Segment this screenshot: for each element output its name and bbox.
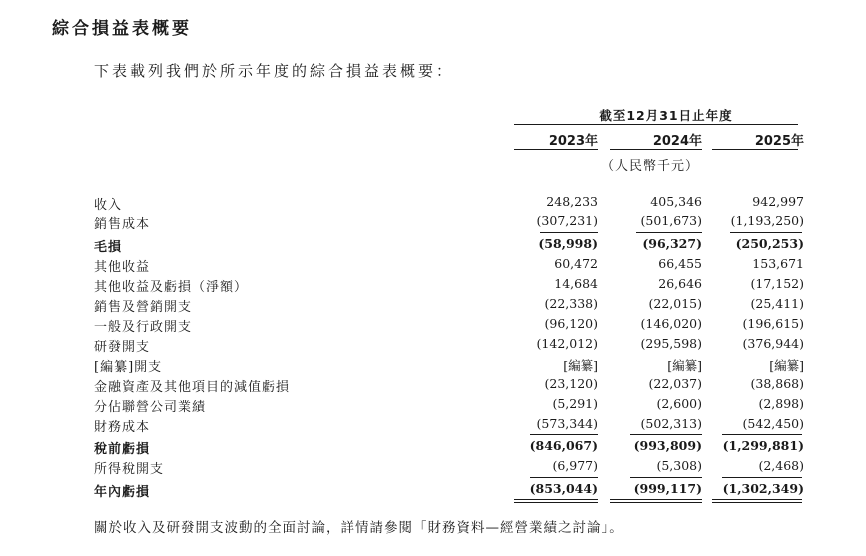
cell-2023: (5,291) xyxy=(552,396,598,411)
table-row-cost-of-sales xyxy=(0,213,866,231)
cell-2025: (2,898) xyxy=(758,396,804,411)
period-header-rule xyxy=(514,124,798,125)
table-row-loss-before-tax xyxy=(0,438,866,456)
cell-2023: (573,344) xyxy=(536,416,598,431)
row-label: 所得稅開支 xyxy=(94,462,165,477)
table-row-finance-costs xyxy=(0,416,866,434)
year-header-2023: 2023年 xyxy=(548,134,598,149)
cell-2024: (295,598) xyxy=(640,336,702,351)
row-label: 分佔聯營公司業績 xyxy=(94,400,207,415)
total-double-rule xyxy=(712,502,802,503)
total-double-rule xyxy=(514,499,598,500)
cell-2024: (146,020) xyxy=(640,316,702,331)
total-double-rule xyxy=(610,499,702,500)
cell-2025: (250,253) xyxy=(735,236,804,251)
cell-2023: (853,044) xyxy=(529,481,598,496)
cell-2025: (196,615) xyxy=(742,316,804,331)
row-label: [編纂]開支 xyxy=(94,360,163,375)
cell-2024: 26,646 xyxy=(658,276,702,291)
cell-2024: (999,117) xyxy=(633,481,702,496)
cell-2025: (17,152) xyxy=(750,276,804,291)
subtotal-rule xyxy=(636,232,702,233)
row-label: 研發開支 xyxy=(94,340,151,355)
cell-2025: [編纂] xyxy=(769,358,804,373)
subtotal-rule xyxy=(530,434,598,435)
total-double-rule xyxy=(610,502,702,503)
cell-2024: (96,327) xyxy=(642,236,702,251)
intro-text: 下表載列我們於所示年度的綜合損益表概要： xyxy=(94,62,455,80)
total-double-rule xyxy=(514,502,598,503)
row-label: 其他收益及虧損（淨額） xyxy=(94,280,249,295)
table-row-loss-for-year xyxy=(0,481,866,499)
subtotal-rule xyxy=(722,434,802,435)
table-row-selling-marketing xyxy=(0,296,866,314)
table-row-general-admin xyxy=(0,316,866,334)
row-label: 年內虧損 xyxy=(94,485,151,500)
table-row-associates xyxy=(0,396,866,414)
row-label: 銷售成本 xyxy=(94,217,151,232)
cell-2024: (22,015) xyxy=(648,296,702,311)
subtotal-rule xyxy=(630,434,702,435)
row-label: 金融資產及其他項目的減值虧損 xyxy=(94,380,291,395)
table-row-revenue xyxy=(0,194,866,212)
unit-label: （人民幣千元） xyxy=(600,159,699,174)
cell-2023: (307,231) xyxy=(536,213,598,228)
cell-2025: (25,411) xyxy=(750,296,804,311)
cell-2024: 66,455 xyxy=(658,256,702,271)
footnote: 關於收入及研發開支波動的全面討論，詳情請參閱「財務資料—經營業績之討論」。 xyxy=(94,520,624,536)
subtotal-rule xyxy=(540,232,598,233)
cell-2024: (993,809) xyxy=(633,438,702,453)
cell-2023: (23,120) xyxy=(544,376,598,391)
cell-2025: (1,299,881) xyxy=(722,438,804,453)
year-header-2024: 2024年 xyxy=(652,134,702,149)
row-label: 銷售及營銷開支 xyxy=(94,300,193,315)
row-label: 其他收益 xyxy=(94,260,151,275)
cell-2023: (58,998) xyxy=(538,236,598,251)
cell-2025: 942,997 xyxy=(752,194,804,209)
period-header: 截至12月31日止年度 xyxy=(599,108,733,123)
cell-2025: (38,868) xyxy=(750,376,804,391)
cell-2023: (96,120) xyxy=(544,316,598,331)
cell-2024: [編纂] xyxy=(667,358,702,373)
table-row-gross-loss xyxy=(0,236,866,254)
cell-2024: (502,313) xyxy=(640,416,702,431)
table-row-income-tax xyxy=(0,458,866,476)
cell-2024: 405,346 xyxy=(650,194,702,209)
cell-2024: (2,600) xyxy=(656,396,702,411)
row-label: 一般及行政開支 xyxy=(94,320,193,335)
year-rule-2023 xyxy=(514,149,598,150)
cell-2023: (22,338) xyxy=(544,296,598,311)
subtotal-rule xyxy=(630,477,702,478)
section-heading: 綜合損益表概要 xyxy=(52,19,192,39)
cell-2025: (542,450) xyxy=(742,416,804,431)
cell-2025: (376,944) xyxy=(742,336,804,351)
cell-2025: (2,468) xyxy=(758,458,804,473)
table-row-redacted-expense xyxy=(0,356,866,374)
cell-2023: 60,472 xyxy=(554,256,598,271)
cell-2023: [編纂] xyxy=(563,358,598,373)
row-label: 財務成本 xyxy=(94,420,151,435)
cell-2024: (501,673) xyxy=(640,213,702,228)
cell-2025: 153,671 xyxy=(752,256,804,271)
cell-2024: (5,308) xyxy=(656,458,702,473)
cell-2023: 14,684 xyxy=(554,276,598,291)
total-double-rule xyxy=(712,499,802,500)
subtotal-rule xyxy=(722,477,802,478)
subtotal-rule xyxy=(730,232,802,233)
year-rule-2025 xyxy=(712,149,798,150)
row-label: 稅前虧損 xyxy=(94,442,151,457)
subtotal-rule xyxy=(530,477,598,478)
year-header-2025: 2025年 xyxy=(754,134,804,149)
table-row-impairment xyxy=(0,376,866,394)
cell-2025: (1,302,349) xyxy=(722,481,804,496)
cell-2025: (1,193,250) xyxy=(730,213,804,228)
cell-2023: (846,067) xyxy=(529,438,598,453)
cell-2023: (6,977) xyxy=(552,458,598,473)
table-row-other-income xyxy=(0,256,866,274)
row-label: 收入 xyxy=(94,198,123,213)
cell-2024: (22,037) xyxy=(648,376,702,391)
table-row-rnd xyxy=(0,336,866,354)
cell-2023: (142,012) xyxy=(536,336,598,351)
cell-2023: 248,233 xyxy=(546,194,598,209)
row-label: 毛損 xyxy=(94,240,123,255)
table-row-other-gains-losses xyxy=(0,276,866,294)
year-rule-2024 xyxy=(610,149,702,150)
